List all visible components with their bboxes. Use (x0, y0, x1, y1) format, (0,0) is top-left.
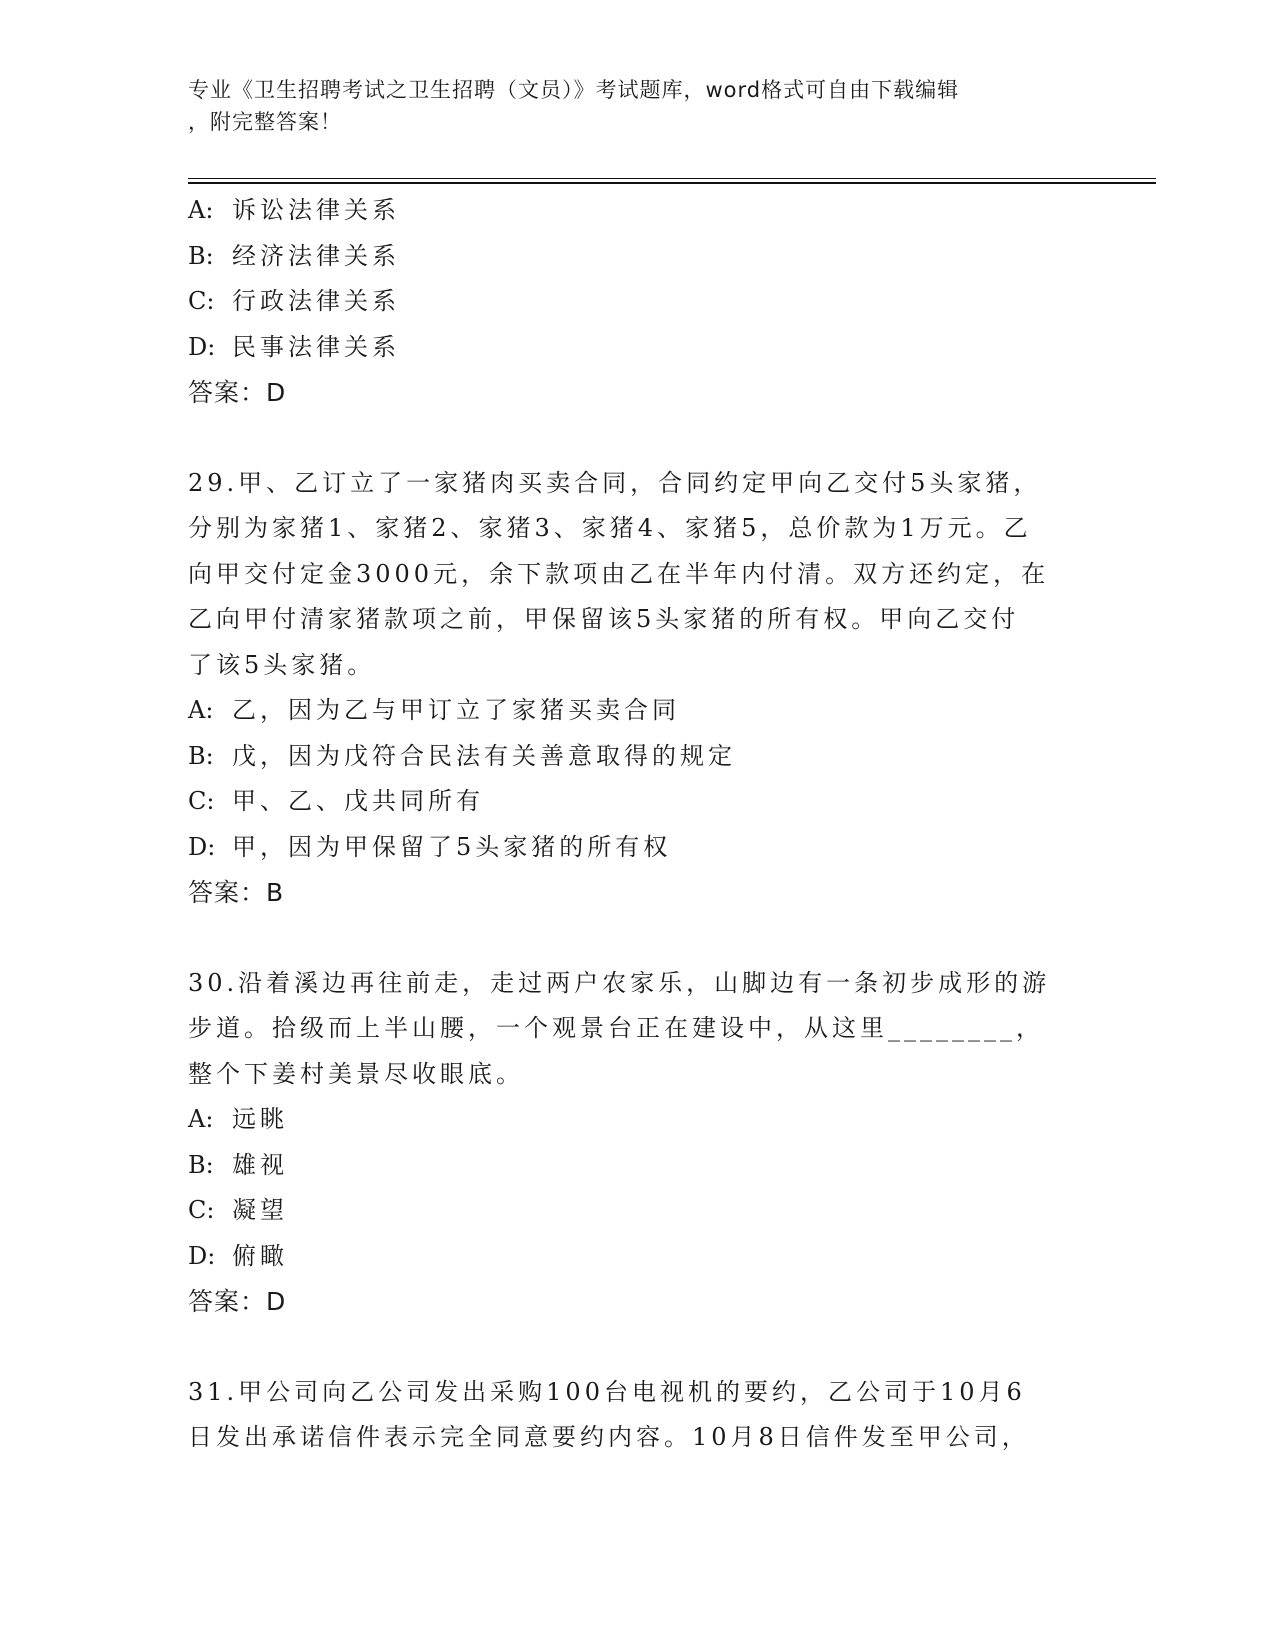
answer-line: 答案：D (188, 1287, 287, 1316)
option-text: 俯瞰 (232, 1241, 288, 1270)
question-text-line: 30.沿着溪边再往前走，走过两户农家乐，山脚边有一条初步成形的游 (188, 968, 1051, 997)
question-text-line: 分别为家猪1、家猪2、家猪3、家猪4、家猪5，总价款为1万元。乙 (188, 514, 1032, 542)
prev-question-options (188, 188, 1088, 416)
question-30 (188, 961, 1088, 1325)
question-text-line: 乙向甲付清家猪款项之前，甲保留该5头家猪的所有权。甲向乙交付 (188, 605, 1020, 633)
option-a (188, 1097, 1088, 1143)
option-b (188, 734, 1088, 780)
question-29 (188, 461, 1088, 916)
option-c (188, 779, 1088, 825)
option-text: 戊，因为戊符合民法有关善意取得的规定 (232, 741, 736, 770)
option-a (188, 688, 1088, 734)
option-text: 乙，因为乙与甲订立了家猪买卖合同 (232, 696, 680, 724)
option-c (188, 279, 1088, 325)
question-text-line: 29.甲、乙订立了一家猪肉买卖合同，合同约定甲向乙交付5头家猪， (188, 468, 1042, 497)
option-key: C: (188, 1196, 215, 1224)
option-key: B: (188, 1150, 214, 1179)
option-key: C: (188, 787, 215, 815)
option-d (188, 825, 1088, 871)
option-text: 诉讼法律关系 (232, 196, 400, 224)
question-text-line: 向甲交付定金3000元，余下款项由乙在半年内付清。双方还约定，在 (188, 559, 1050, 588)
answer-line: 答案：B (188, 878, 285, 907)
option-key: A: (188, 696, 214, 724)
option-b (188, 234, 1088, 280)
option-key: A: (188, 1105, 214, 1133)
header-line-1: 专业《卫生招聘考试之卫生招聘（文员）》考试题库，word格式可自由下载编辑 (188, 78, 960, 102)
option-key: D: (188, 1241, 216, 1270)
header-divider-thin (188, 178, 1156, 179)
option-key: C: (188, 287, 215, 315)
question-31 (188, 1370, 1088, 1461)
option-key: D: (188, 832, 216, 861)
header-line-2: ，附完整答案！ (188, 110, 342, 134)
option-d (188, 325, 1088, 371)
option-text: 远眺 (232, 1105, 288, 1133)
option-text: 经济法律关系 (232, 241, 400, 270)
option-text: 甲，因为甲保留了5头家猪的所有权 (232, 832, 672, 861)
document-header (188, 74, 1068, 138)
question-text-line: 整个下姜村美景尽收眼底。 (188, 1059, 524, 1088)
question-text-line: 日发出承诺信件表示完全同意要约内容。10月8日信件发至甲公司， (188, 1423, 1030, 1451)
option-key: B: (188, 241, 214, 270)
option-text: 凝望 (232, 1196, 288, 1224)
header-divider-thick (188, 182, 1156, 184)
option-b (188, 1143, 1088, 1189)
answer-line: 答案：D (188, 378, 287, 407)
question-content (188, 188, 1088, 1461)
option-key: D: (188, 332, 216, 361)
question-text-line: 步道。拾级而上半山腰，一个观景台正在建设中，从这里________， (188, 1014, 1044, 1042)
option-text: 甲、乙、戊共同所有 (232, 787, 484, 815)
option-text: 行政法律关系 (232, 287, 400, 315)
option-d (188, 1234, 1088, 1280)
option-c (188, 1188, 1088, 1234)
question-text-line: 31.甲公司向乙公司发出采购100台电视机的要约，乙公司于10月6 (188, 1377, 1026, 1406)
question-text-line: 了该5头家猪。 (188, 650, 376, 679)
option-key: B: (188, 741, 214, 770)
option-text: 雄视 (232, 1150, 288, 1179)
option-key: A: (188, 196, 214, 224)
option-text: 民事法律关系 (232, 332, 400, 361)
option-a (188, 188, 1088, 234)
